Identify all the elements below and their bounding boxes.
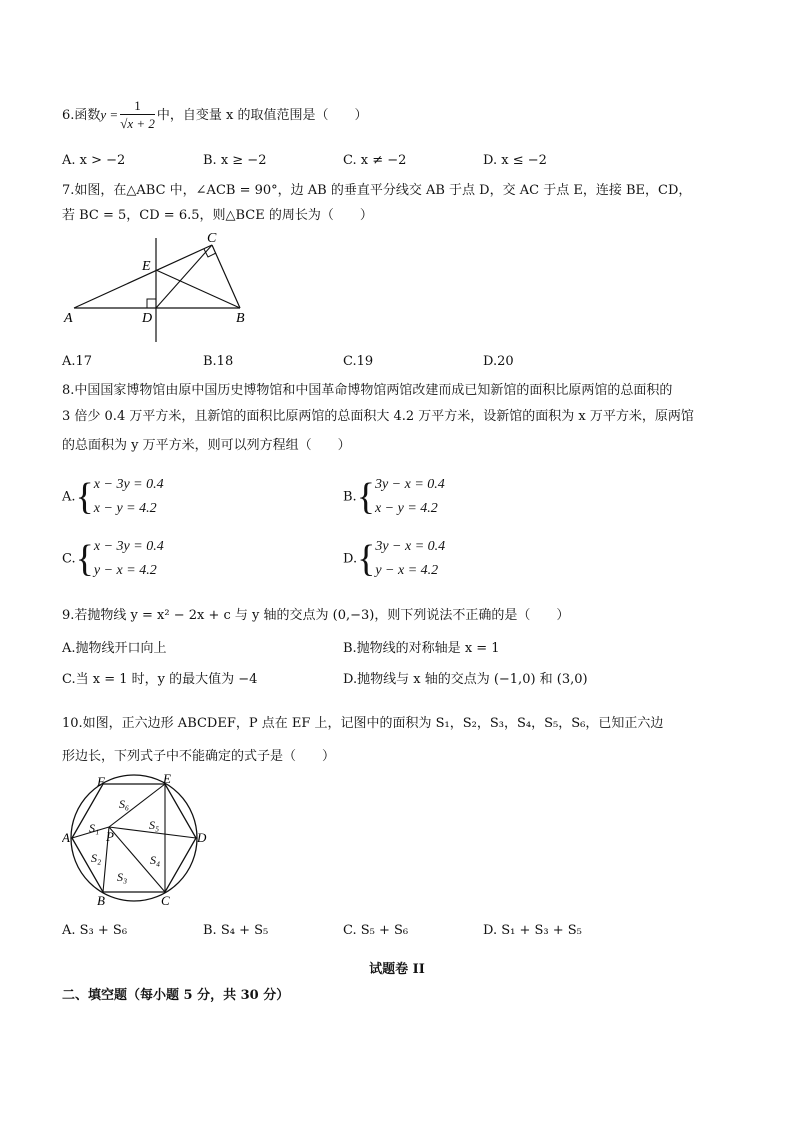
label-a: A <box>64 311 73 326</box>
q6-option-a: A. x > −2 <box>62 153 126 168</box>
q7-option-b: B.18 <box>203 354 234 369</box>
q9-option-b: B.抛物线的对称轴是 x = 1 <box>343 641 500 656</box>
q7-stem-line-1: 7.如图，在△ABC 中，∠ACB = 90°，边 AB 的垂直平分线交 AB 于点 D，交 AC 于点 E，连接 BE，CD， <box>62 183 692 198</box>
q6-option-c: C. x ≠ −2 <box>343 153 407 168</box>
label-a: A <box>62 830 70 845</box>
q8-option-a: A.{ x − 3y = 0.4 x − y = 4.2 <box>62 473 164 521</box>
q8-option-c-eq1: x − 3y = 0.4 <box>93 539 164 554</box>
hexagon-abcdef <box>72 784 196 892</box>
q8-option-c-eq2: y − x = 4.2 <box>93 563 157 578</box>
circumcircle <box>71 775 197 901</box>
q6-fraction <box>120 98 155 133</box>
label-b: B <box>236 311 245 326</box>
label-e: E <box>142 259 151 274</box>
segment-cd <box>156 245 212 308</box>
label-b: B <box>97 893 105 906</box>
segment-ac <box>74 245 212 308</box>
q8-option-b-eq2: x − y = 4.2 <box>374 501 438 516</box>
label-d: D <box>142 311 153 326</box>
right-angle-mark-d <box>147 299 156 308</box>
q10-option-b: B. S₄ + S₅ <box>203 923 269 938</box>
q10-hexagon-figure <box>62 772 212 906</box>
q8-option-b-eq1: 3y − x = 0.4 <box>374 477 445 492</box>
label-s6: S₆ <box>119 797 130 811</box>
q9-option-a: A.抛物线开口向上 <box>62 641 167 656</box>
q6-suffix: 中，自变量 x 的取值范围是（ ） <box>156 108 368 123</box>
segment-bc <box>212 245 240 308</box>
label-e: E <box>163 772 171 786</box>
q8-option-a-eq1: x − 3y = 0.4 <box>93 477 164 492</box>
q8-stem-line-2: 3 倍少 0.4 万平方米，且新馆的面积比原两馆的总面积大 4.2 万平方米，设新馆的面积为 x 万平方米，原两馆 <box>62 409 694 424</box>
label-s4: S₄ <box>150 853 161 867</box>
label-d: D <box>197 830 207 845</box>
label-s3: S₃ <box>117 870 128 884</box>
q8-option-d-label: D. <box>343 551 358 567</box>
q8-option-a-eq2: x − y = 4.2 <box>93 501 157 516</box>
segment-be <box>156 270 240 308</box>
q6-fraction-denominator: √x + 2 <box>120 116 155 131</box>
q7-option-a: A.17 <box>62 354 93 369</box>
q8-stem-line-3: 的总面积为 y 万平方米，则可以列方程组（ ） <box>62 438 351 453</box>
label-s5: S₅ <box>149 818 160 832</box>
question-6-stem <box>62 98 368 133</box>
q8-stem-line-1: 8.中国国家博物馆由原中国历史博物馆和中国革命博物馆两馆改建而成已知新馆的面积比原两馆的总面积的 <box>62 383 673 398</box>
label-c: C <box>161 893 170 906</box>
q7-option-d: D.20 <box>483 354 514 369</box>
q10-option-d: D. S₁ + S₃ + S₅ <box>483 923 582 938</box>
q6-y-equals: y = <box>100 107 119 122</box>
q7-option-c: C.19 <box>343 354 374 369</box>
q6-fraction-numerator: 1 <box>120 98 155 115</box>
q10-option-a: A. S₃ + S₆ <box>62 923 128 938</box>
q8-option-b-label: B. <box>343 489 357 505</box>
label-f: F <box>97 774 105 789</box>
q8-option-d: D.{ 3y − x = 0.4 y − x = 4.2 <box>343 535 445 583</box>
q9-option-d: D.抛物线与 x 轴的交点为 (−1,0) 和 (3,0) <box>343 672 588 687</box>
q8-option-c: C.{ x − 3y = 0.4 y − x = 4.2 <box>62 535 164 583</box>
q8-option-d-eq1: 3y − x = 0.4 <box>375 539 446 554</box>
q7-triangle-figure <box>62 228 252 346</box>
q6-prefix: 6.函数 <box>62 108 101 123</box>
q8-option-a-label: A. <box>62 489 76 505</box>
q10-option-c: C. S₅ + S₆ <box>343 923 409 938</box>
q8-option-b: B.{ 3y − x = 0.4 x − y = 4.2 <box>343 473 445 521</box>
q10-stem-line-2: 形边长，下列式子中不能确定的式子是（ ） <box>62 749 336 764</box>
q10-stem-line-1: 10.如图，正六边形 ABCDEF，P 点在 EF 上，记图中的面积为 S₁，S₂，S₃，S₄，S₅，S₆，已知正六边 <box>62 716 664 731</box>
q6-option-d: D. x ≤ −2 <box>483 153 547 168</box>
label-c: C <box>207 231 217 246</box>
part-title: 试题卷 II <box>369 962 425 977</box>
q8-option-d-eq2: y − x = 4.2 <box>375 563 439 578</box>
q8-option-c-label: C. <box>62 551 76 567</box>
label-p: P <box>106 829 114 844</box>
section-title: 二、填空题（每小题 5 分，共 30 分） <box>62 988 290 1003</box>
q9-option-c: C.当 x = 1 时，y 的最大值为 −4 <box>62 672 258 687</box>
q9-stem: 9.若抛物线 y = x² − 2x + c 与 y 轴的交点为 (0,−3)，则下列说法不正确的是（ ） <box>62 608 570 623</box>
label-s1: S₁ <box>89 821 100 835</box>
label-s2: S₂ <box>91 851 102 865</box>
q7-stem-line-2: 若 BC = 5，CD = 6.5，则△BCE 的周长为（ ） <box>62 208 373 223</box>
q6-option-b: B. x ≥ −2 <box>203 153 267 168</box>
